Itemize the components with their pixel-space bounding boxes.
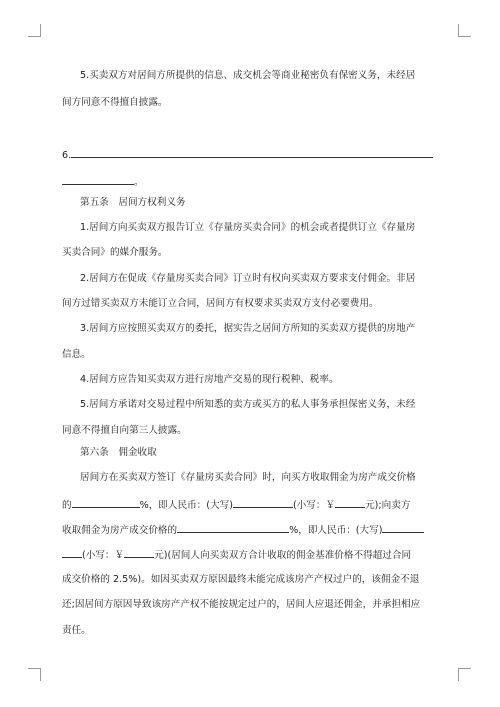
article-5-item-4-line-1: 4.居间方应告知买卖双方进行房地产交易的现行税种、税率。 (80, 374, 339, 385)
article-5-item-5-line-2: 同意不得擅自向第三人披露。 (62, 425, 187, 436)
article-5-item-1-line-2: 买卖合同》的媒介服务。 (62, 247, 168, 258)
buyer-commission-amount-words-blank[interactable] (233, 497, 293, 508)
article-6-line-1: 居间方在买卖双方签订《存量房买卖合同》时，向买方收取佣金为房产成交价格 (80, 472, 416, 483)
article-6-line-2-d: 元);向卖方 (365, 500, 411, 511)
article-6-line-4-b: 元)(居间人向买卖双方合计收取的佣金基准价格不得超过合同 (154, 550, 412, 561)
buyer-commission-percent-blank[interactable] (72, 497, 140, 508)
clause-6-end: 。 (134, 177, 144, 188)
article-6-line-5: 成交价格的 2.5%)。如因买卖双方原因最终未能完成该房产产权过户的，该佣金不退 (62, 574, 420, 585)
clause-6-blank-2[interactable] (62, 174, 134, 185)
article-6-line-2-a: 的 (62, 500, 72, 511)
clause-6-line-1 (62, 147, 438, 163)
article-6-line-4-a: (小写：￥ (82, 550, 125, 561)
seller-commission-amount-figures-blank[interactable] (124, 547, 154, 558)
article-6-line-3-b: %，即人民币：(大写) (289, 525, 383, 536)
article-6-line-2-c: (小写：￥ (292, 500, 336, 511)
crop-mark-bottom-left (28, 668, 41, 681)
buyer-commission-amount-figures-blank[interactable] (335, 497, 365, 508)
article-5-item-1-line-1: 1.居间方向买卖双方报告订立《存量房买卖合同》的机会或者提供订立《存量房 (80, 222, 416, 233)
crop-mark-bottom-right (458, 668, 471, 681)
seller-commission-amount-words-blank[interactable] (382, 522, 424, 533)
clause-5-line-2: 间方同意不得擅自披露。 (62, 97, 168, 108)
crop-mark-top-left (28, 24, 41, 37)
crop-mark-top-right (458, 24, 471, 37)
article-6-line-3 (62, 522, 438, 538)
article-6-line-4 (62, 547, 438, 563)
article-5-item-2-line-1: 2.居间方在促成《存量房买卖合同》订立时有权向买卖双方要求支付佣金。非居 (80, 273, 416, 284)
article-5-item-2-line-2: 间方过错买卖双方未能订立合同，居间方有权要求买卖双方支付必要费用。 (62, 298, 379, 309)
seller-commission-percent-blank[interactable] (177, 522, 289, 533)
clause-6-number: 6. (62, 150, 72, 161)
article-5-item-5-line-1: 5.居间方承诺对交易过程中所知悉的卖方或买方的私人事务承担保密义务，未经 (80, 399, 416, 410)
article-5-item-3-line-2: 信息。 (62, 349, 91, 360)
seller-commission-amount-words-blank-cont[interactable] (62, 547, 82, 558)
article-6-line-6: 还;因居间方原因导致该房产产权不能按规定过户的，居间人应退还佣金，并承担相应 (62, 599, 421, 610)
clause-6-line-2 (62, 174, 438, 190)
article-6-line-2 (62, 497, 438, 513)
article-6-heading: 第六条 佣金收取 (80, 447, 157, 458)
article-5-item-3-line-1: 3.居间方应按照买卖双方的委托，据实告之居间方所知的买卖双方提供的房地产 (80, 323, 416, 334)
article-6-line-3-a: 收取佣金为房产成交价格的 (62, 525, 178, 536)
article-6-line-2-b: %，即人民币：(大写) (139, 500, 233, 511)
article-6-line-7: 责任。 (62, 625, 91, 636)
clause-6-blank-1[interactable] (71, 147, 433, 158)
article-5-heading: 第五条 居间方权利义务 (80, 197, 186, 208)
clause-5-line-1: 5.买卖双方对居间方所提供的信息、成交机会等商业秘密负有保密义务，未经居 (80, 70, 416, 81)
